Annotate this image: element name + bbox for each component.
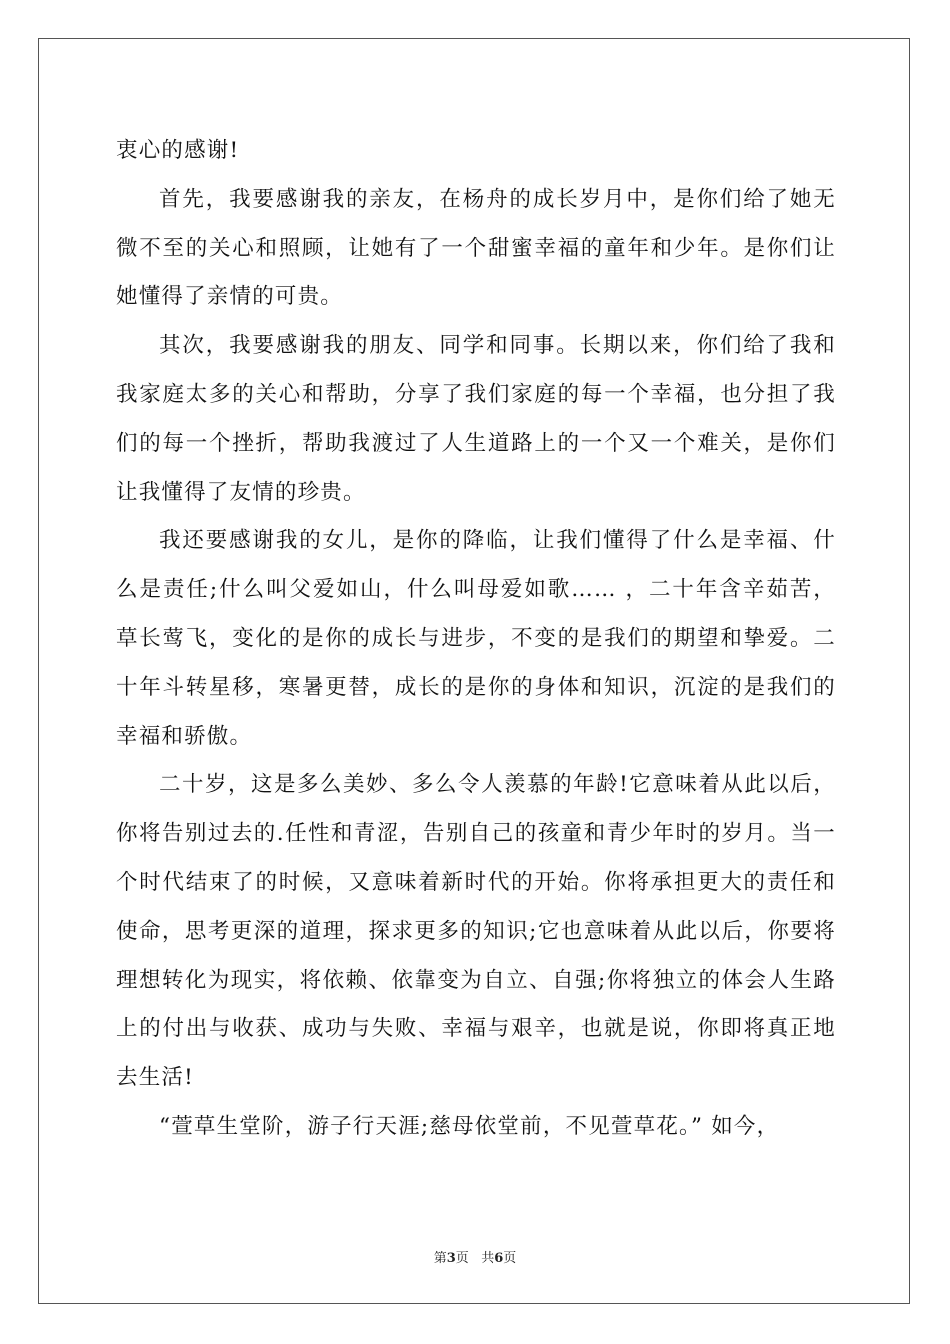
page-prefix: 第 bbox=[433, 1251, 447, 1266]
paragraph-3: 其次，我要感谢我的朋友、同学和同事。长期以来，你们给了我和我家庭太多的关心和帮助，分享了我们家庭的每一个幸福，也分担了我们的每一个挫折，帮助我渡过了人生道路上的一个又一个难关，是你们让我懂得了友情的珍贵。 bbox=[116, 333, 836, 505]
total-pages: 6 bbox=[494, 1251, 504, 1266]
document-body bbox=[116, 127, 836, 1152]
paragraph-1: 衷心的感谢! bbox=[116, 138, 240, 163]
paragraph-2: 首先，我要感谢我的亲友，在杨舟的成长岁月中，是你们给了她无微不至的关心和照顾，让她有了一个甜蜜幸福的童年和少年。是你们让她懂得了亲情的可贵。 bbox=[116, 186, 836, 310]
paragraph-6: “萱草生堂阶，游子行天涯;慈母依堂前，不见萱草花。” 如今， bbox=[159, 1113, 780, 1139]
paragraph-5: 二十岁，这是多么美妙、多么令人羡慕的年龄!它意味着从此以后，你将告别过去的.任性和青涩，告别自己的孩童和青少年时的岁月。当一个时代结束了的时候，又意味着新时代的开始。你将承担更大的责任和使命，思考更深的道理，探求更多的知识;它也意味着从此以后，你要将理想转化为现实，将依赖、依靠变为自立、自强;你将独立的体会人生路上的付出与收获、成功与失败、幸福与艰辛，也就是说，你即将真正地去生活! bbox=[116, 772, 836, 1091]
page-suffix: 页 bbox=[455, 1251, 469, 1266]
total-suffix: 页 bbox=[503, 1251, 517, 1266]
page-footer bbox=[0, 1247, 950, 1266]
total-prefix: 共 bbox=[481, 1251, 495, 1266]
page-number: 3 bbox=[446, 1251, 456, 1266]
paragraph-4: 我还要感谢我的女儿，是你的降临，让我们懂得了什么是幸福、什么是责任;什么叫父爱如山，什么叫母爱如歌…… ，二十年含辛茹苦，草长莺飞，变化的是你的成长与进步，不变的是我们的期望和挚爱。二十年斗转星移，寒暑更替，成长的是你的身体和知识，沉淀的是我们的幸福和骄傲。 bbox=[116, 528, 836, 749]
